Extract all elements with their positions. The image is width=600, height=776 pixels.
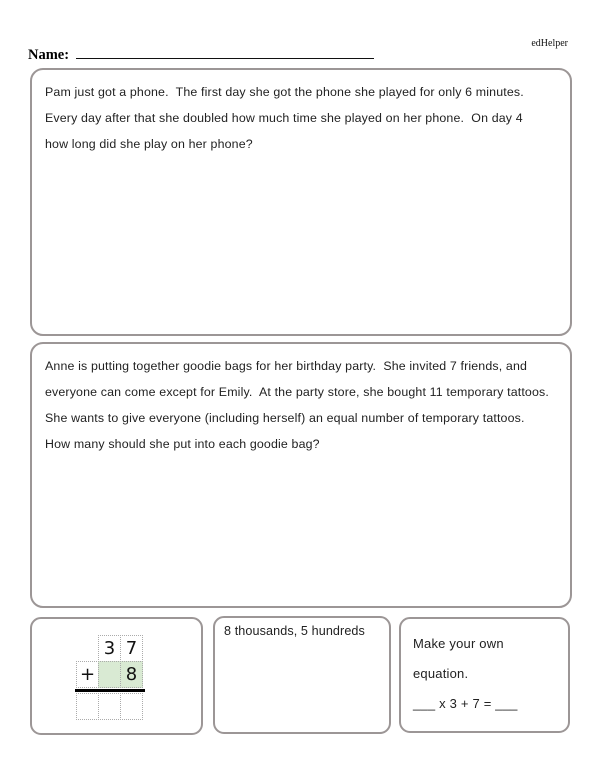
grid-cell-addend-ones: 8: [120, 661, 143, 688]
sum-line: [75, 689, 145, 692]
problem-2-line: How many should she put into each goodie bag?: [45, 437, 320, 451]
addition-problem-box: [30, 617, 203, 735]
problem-2-line: Anne is putting together goodie bags for her birthday party. She invited 7 friends, and: [45, 359, 528, 373]
equation-text-line: Make your own: [413, 636, 504, 651]
grid-cell-tens: 3: [98, 635, 121, 662]
name-row: [28, 47, 374, 64]
problem-2-box: [30, 342, 572, 608]
answer-cell: [120, 693, 143, 720]
addition-addend-row: [76, 661, 145, 688]
problem-1-line: how long did she play on her phone?: [45, 137, 253, 151]
addition-answer-row: [76, 693, 145, 720]
answer-cell: [76, 693, 99, 720]
equation-blank-line: ___ x 3 + 7 = ___: [413, 696, 518, 711]
place-value-box: [213, 616, 391, 734]
equation-text-line: equation.: [413, 666, 469, 681]
grid-cell-empty: [76, 635, 99, 662]
grid-cell-operator: +: [76, 661, 99, 688]
problem-2-line: She wants to give everyone (including herself) an equal number of temporary tattoos.: [45, 411, 525, 425]
answer-cell: [98, 693, 121, 720]
grid-cell-highlighted-empty: [98, 661, 121, 688]
grid-cell-ones: 7: [120, 635, 143, 662]
name-label: Name:: [28, 47, 70, 63]
problem-1-line: Pam just got a phone. The first day she got the phone she played for only 6 minutes.: [45, 85, 524, 99]
brand-text: edHelper: [531, 38, 568, 49]
addition-top-row: [76, 635, 145, 662]
make-equation-box: [399, 617, 570, 733]
problem-1-line: Every day after that she doubled how much time she played on her phone. On day 4: [45, 111, 523, 125]
problem-1-box: [30, 68, 572, 336]
problem-2-line: everyone can come except for Emily. At the party store, she bought 11 temporary tattoos.: [45, 385, 549, 399]
name-blank-line: [76, 47, 374, 59]
addition-grid: [76, 635, 145, 720]
place-value-text: 8 thousands, 5 hundreds: [224, 624, 365, 638]
